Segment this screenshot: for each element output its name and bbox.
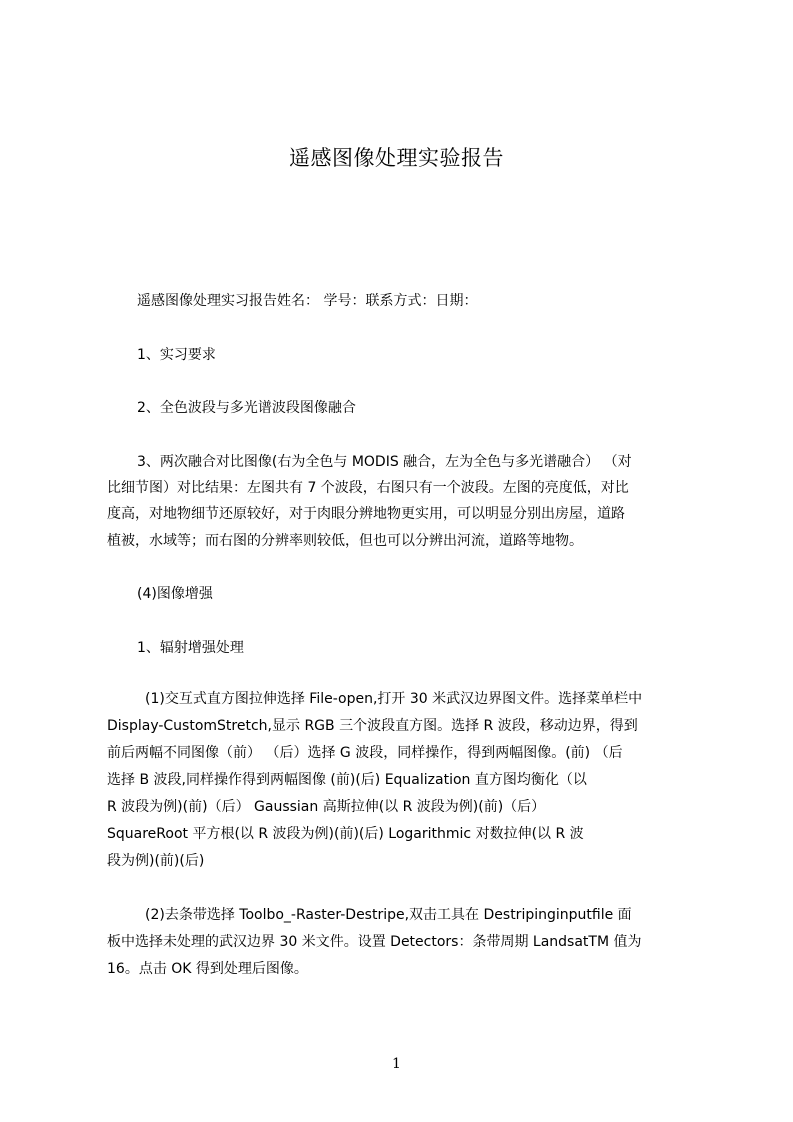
paragraph-line: 比细节图）对比结果：左图共有 7 个波段，右图只有一个波段。左图的亮度低，对比 [107, 480, 629, 496]
paragraph-line: 16。点击 OK 得到处理后图像。 [107, 961, 308, 977]
paragraph-line: 3、两次融合对比图像(右为全色与 MODIS 融合，左为全色与多光谱融合） （对 [137, 454, 632, 470]
paragraph-line: R 波段为例)(前)（后） Gaussian 高斯拉伸(以 R 波段为例)(前)（后） [107, 799, 546, 815]
heading-image-fusion: 2、全色波段与多光谱波段图像融合 [137, 400, 356, 416]
paragraph-line: 选择 B 波段,同样操作得到两幅图像 (前)(后) Equalization 直方图均衡化（以 [107, 772, 587, 788]
paragraph-line: 段为例)(前)(后) [107, 853, 205, 869]
paragraph-line: Display-CustomStretch,显示 RGB 三个波段直方图。选择 R 波段，移动边界，得到 [107, 718, 638, 734]
heading-image-enhancement: (4)图像增强 [137, 586, 213, 602]
paragraph-line: 前后两幅不同图像（前） （后）选择 G 波段，同样操作，得到两幅图像。(前) （后 [107, 745, 623, 761]
paragraph-line: (1)交互式直方图拉伸选择 File-open,打开 30 米武汉边界图文件。选择菜单栏中 [145, 691, 643, 707]
heading-practice-requirements: 1、实习要求 [137, 347, 216, 363]
paragraph-line: SquareRoot 平方根(以 R 波段为例)(前)(后) Logarithmic 对数拉伸(以 R 波 [107, 826, 584, 842]
paragraph-line: 植被，水域等；而右图的分辨率则较低，但也可以分辨出河流，道路等地物。 [107, 533, 583, 549]
document-title: 遥感图像处理实验报告 [289, 146, 504, 170]
info-line: 遥感图像处理实习报告姓名： 学号：联系方式：日期： [137, 293, 478, 309]
page-number: 1 [392, 1056, 401, 1072]
paragraph-line: (2)去条带选择 Toolbo_-Raster-Destripe,双击工具在 Destripinginputfile 面 [145, 907, 632, 923]
paragraph-line: 度高，对地物细节还原较好，对于肉眼分辨地物更实用，可以明显分别出房屋，道路 [107, 506, 625, 522]
paragraph-line: 板中选择未处理的武汉边界 30 米文件。设置 Detectors：条带周期 LandsatTM 值为 [107, 934, 642, 950]
heading-radiometric-enhancement: 1、辐射增强处理 [137, 640, 244, 656]
